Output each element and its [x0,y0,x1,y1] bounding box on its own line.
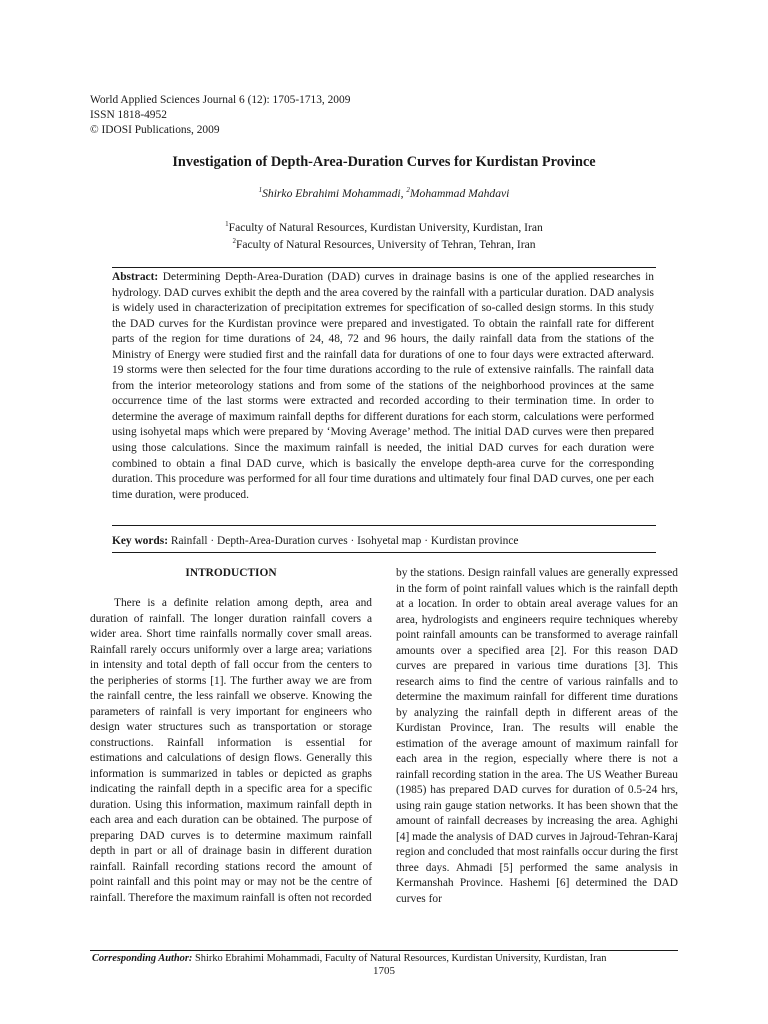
affiliation-list [90,219,678,253]
author-2-name: Mohammad Mahdavi [409,187,510,200]
right-column [396,566,678,907]
affiliation-2-text: Faculty of Natural Resources, University of Tehran, Tehran, Iran [235,238,536,251]
author-list [90,186,678,201]
abstract-label: Abstract: [112,271,159,283]
abstract [112,270,654,503]
left-column [90,566,372,906]
affiliation-2 [90,236,678,253]
affiliation-2-marker: 2 [232,237,236,246]
affiliation-1 [90,219,678,236]
author-1-marker: 1 [258,186,263,195]
page-number: 1705 [373,965,395,977]
keywords-text: Rainfall · Depth-Area-Duration curves · Isohyetal map · Kurdistan province [170,535,519,547]
abstract-text: Determining Depth-Area-Duration (DAD) curves in drainage basins is one of the applied researches in hydrology. DAD curves exhibit the depth and the area covered by the rainfall with a particular duration. DAD analysis is widely used in characterization of precipitation extremes for specification of so-called design storms. In this study the DAD curves for the Kurdistan province were prepared and investigated. To obtain the rainfall rate for different parts of the region for time durations of 24, 48, 72 and 96 hours, the daily rainfall data from the stations of the Ministry of Energy were studied first and the rainfall data for durations of one to four days were extracted afterward. 19 storms were then selected for the four time durations according to the rule of extensive rainfalls. The rainfall data from the interior meteorology stations and from some of the stations of the neighborhood provinces at the same occurrence time of the last storms were extracted and recorded according to their termination time. In order to determine the average of maximum rainfall depths for different durations for each storm, calculations were performed using isohyetal maps which were prepared by ‘Moving Average’ method. The initial DAD curves were then prepared using those calculations. Since the maximum rainfall is needed, the initial DAD curves for each duration were combined to obtain a final DAD curve, which is basically the envelope depth-area curve for the corresponding duration. This procedure was performed for all four time durations and ultimately four final DAD curves, one per each time duration, were produced. [112,271,654,501]
affiliation-1-marker: 1 [225,220,229,229]
introduction-paragraph-left: There is a definite relation among depth, area and duration of rainfall. The longer duration rainfall covers a wider area. Short time rainfalls normally cover small areas. Rainfall rarely occurs uniformly over a large area; variations in intensity and total depth of fall occur from the centers to the peripheries of storms [1]. The further away we are from the rainfall centre, the less rainfall we observe. Knowing the parameters of rainfall is very important for engineers who design water structures such as transportation or storage constructions. Rainfall information is essential for estimations and calculations of design flows. Generally this information is summarized in tables or depicted as graphs indicating the rainfall depth in a specific area for a specific duration. Using this information, maximum rainfall depth in each area and each duration can be obtained. The purpose of preparing DAD curves is to determine maximum rainfall depth in part or all of drainage basin in different duration rainfall. Rainfall recording stations record the amount of point rainfall and this point may or may not be the centre of rainfall. Therefore the maximum rainfall is often not recorded [90,597,372,904]
keywords-top-rule [112,525,656,526]
journal-citation: World Applied Sciences Journal 6 (12): 1705-1713, 2009 [90,94,351,106]
issn: ISSN 1818-4952 [90,109,167,121]
introduction-heading: INTRODUCTION [185,567,277,579]
paper-title: Investigation of Depth-Area-Duration Curves for Kurdistan Province [172,154,596,170]
abstract-top-rule [112,267,656,268]
affiliation-1-text: Faculty of Natural Resources, Kurdistan University, Kurdistan, Iran [228,221,543,234]
author-2-marker: 2 [406,186,410,195]
footer-rule [90,950,678,951]
journal-header [90,93,350,138]
author-1-name: Shirko Ebrahimi Mohammadi, [262,187,407,200]
corresponding-author-text: Shirko Ebrahimi Mohammadi, Faculty of Natural Resources, Kurdistan University, Kurdistan, Iran [195,953,607,964]
corresponding-author-label: Corresponding Author: [92,953,193,964]
introduction-paragraph-right: by the stations. Design rainfall values are generally expressed in the form of point rainfall values which is the rainfall depth at a location. In order to obtain areal average values for an area, hydrologists and engineers require techniques whereby point rainfall amounts can be transformed to average rainfall amounts over a specified area [2]. For this reason DAD curves are prepared in various time durations [3]. This research aims to find the centre of various rainfalls and to determine the maximum rainfall for different time durations by analyzing the rainfall depth in different areas of the Kurdistan Province, Iran. The results will enable the estimation of the average amount of maximum rainfall for each area in the region, especially where there is not a rainfall recording station in the area. The US Weather Bureau (1985) has prepared DAD curves for duration of 0.5-24 hrs, using rain gauge station networks. It has been shown that the amount of rainfall decreases by increasing the area. Aghighi [4] made the analysis of DAD curves in Jajroud-Tehran-Karaj region and concluded that most rainfalls occur during the first three days. Ahmadi [5] performed the same analysis in Kermanshah Province. Hashemi [6] determined the DAD curves for [396,567,678,905]
keywords-bottom-rule [112,552,656,553]
publisher: © IDOSI Publications, 2009 [90,124,220,136]
keywords [112,534,656,549]
keywords-label: Key words: [112,535,168,547]
